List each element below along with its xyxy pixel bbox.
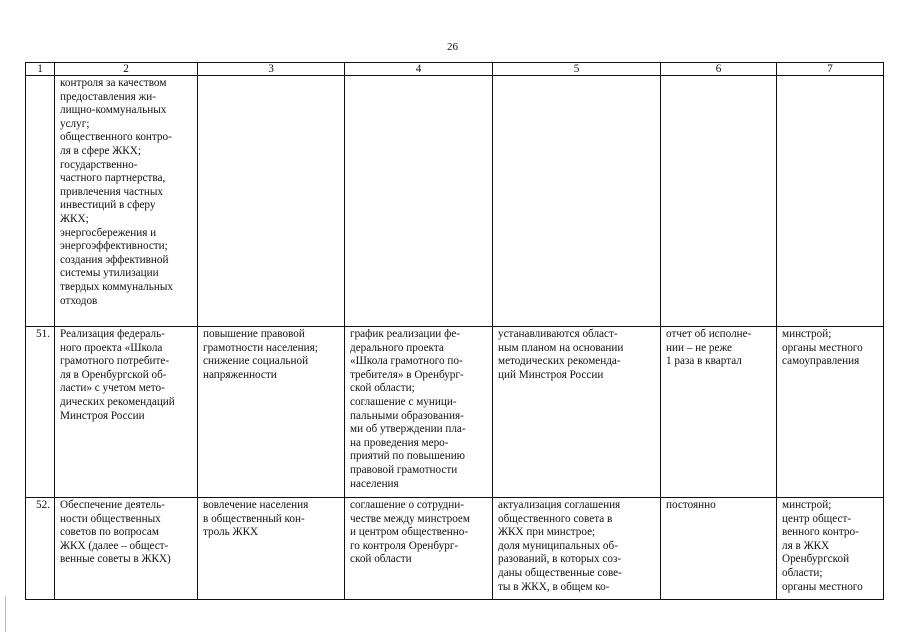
- cell-line: го контроля Оренбург-: [350, 539, 459, 552]
- cell-line: системы утилизации: [60, 267, 159, 280]
- cell-col3: [198, 76, 345, 327]
- cell-line: вовлечение населения: [203, 499, 309, 511]
- cell-col2: [55, 327, 198, 498]
- cell-col6: [661, 76, 777, 327]
- cell-line: соглашение с муници-: [350, 395, 457, 408]
- cell-col2: [55, 76, 198, 327]
- cell-line: энергосбережения и: [60, 226, 157, 239]
- cell-line: методических рекоменда-: [498, 355, 621, 368]
- cell-line: населения: [350, 477, 399, 490]
- cell-line: даны общественные сове-: [498, 566, 622, 579]
- cell-line: контроля за качеством: [60, 77, 167, 89]
- row-number: 51.: [26, 327, 55, 498]
- cell-line: ЖКХ (далее – общест-: [60, 539, 169, 552]
- cell-line: общественного контро-: [60, 131, 172, 144]
- column-header-6: 6: [661, 63, 777, 76]
- page-number: 26: [447, 41, 458, 53]
- cell-line: актуализация соглашения: [498, 499, 621, 511]
- cell-line: частного партнерства,: [60, 172, 166, 185]
- cell-line: нии – не реже: [666, 341, 733, 354]
- cell-line: устанавливаются област-: [498, 328, 618, 340]
- cell-line: области;: [782, 566, 823, 579]
- table-row: [26, 327, 884, 498]
- column-header-1: 1: [26, 63, 55, 76]
- cell-line: минстрой;: [782, 328, 832, 340]
- cell-line: Оренбургской: [782, 553, 850, 566]
- cell-line: государственно-: [60, 158, 138, 171]
- cell-line: троль ЖКХ: [203, 526, 259, 539]
- cell-col4: [345, 327, 493, 498]
- column-header-5: 5: [493, 63, 661, 76]
- cell-line: Реализация федераль-: [60, 328, 165, 340]
- cell-col5: [493, 327, 661, 498]
- cell-line: венного контро-: [782, 526, 859, 539]
- cell-line: соглашение о сотрудни-: [350, 499, 464, 511]
- cell-line: разований, в которых соз-: [498, 553, 622, 566]
- cell-line: твердых коммунальных: [60, 280, 173, 293]
- cell-col3: [198, 498, 345, 600]
- cell-line: снижение социальной: [203, 355, 309, 368]
- cell-line: грамотного потребите-: [60, 355, 170, 368]
- cell-line: дерального проекта: [350, 341, 444, 354]
- cell-col5: [493, 76, 661, 327]
- column-numbers-row: [26, 63, 884, 76]
- cell-line: органы местного: [782, 580, 863, 593]
- cell-col7: [777, 327, 884, 498]
- cell-line: ности общественных: [60, 512, 161, 525]
- cell-col7: [777, 76, 884, 327]
- cell-line: ля в сфере ЖКХ;: [60, 144, 141, 157]
- row-number: 52.: [26, 498, 55, 600]
- column-header-2: 2: [55, 63, 198, 76]
- cell-line: повышение правовой: [203, 328, 305, 340]
- cell-line: 1 раза в квартал: [666, 355, 742, 368]
- cell-col5: [493, 498, 661, 600]
- cell-line: постоянно: [666, 499, 716, 511]
- cell-line: привлечения частных: [60, 185, 164, 198]
- cell-line: грамотности населения;: [203, 341, 318, 354]
- cell-line: «Школа грамотного по-: [350, 355, 463, 368]
- cell-line: услуг;: [60, 117, 90, 130]
- column-header-7: 7: [777, 63, 884, 76]
- cell-line: создания эффективной: [60, 253, 169, 266]
- cell-line: энергоэффективности;: [60, 240, 168, 253]
- cell-line: органы местного: [782, 341, 863, 354]
- cell-col4: [345, 498, 493, 600]
- cell-line: лищно-коммунальных: [60, 104, 167, 117]
- table-row: [26, 498, 884, 600]
- cell-line: инвестиций в сферу: [60, 199, 156, 212]
- cell-line: советов по вопросам: [60, 526, 159, 539]
- cell-line: ЖКХ при минстрое;: [498, 526, 596, 539]
- cell-line: в общественный кон-: [203, 512, 305, 525]
- row-number: [26, 76, 55, 327]
- cell-line: на проведения меро-: [350, 436, 449, 449]
- cell-line: ля в Оренбургской об-: [60, 368, 167, 381]
- cell-line: честве между минстроем: [350, 512, 470, 525]
- cell-line: ЖКХ;: [60, 212, 89, 225]
- cell-line: ля в ЖКХ: [782, 539, 830, 552]
- cell-line: требителя» в Оренбург-: [350, 368, 464, 381]
- cell-col4: [345, 76, 493, 327]
- cell-col7: [777, 498, 884, 600]
- cell-line: ласти» с учетом мето-: [60, 382, 165, 395]
- cell-col6: [661, 327, 777, 498]
- cell-col3: [198, 327, 345, 498]
- cell-line: самоуправления: [782, 355, 860, 368]
- cell-line: предоставления жи-: [60, 90, 156, 103]
- column-header-4: 4: [345, 63, 493, 76]
- cell-line: ты в ЖКХ, в общем ко-: [498, 580, 610, 593]
- cell-line: дических рекомендаций: [60, 395, 175, 408]
- cell-line: и центром общественно-: [350, 526, 469, 539]
- cell-line: отчет об исполне-: [666, 328, 752, 340]
- cell-line: приятий по повышению: [350, 450, 466, 463]
- cell-col2: [55, 498, 198, 600]
- column-header-3: 3: [198, 63, 345, 76]
- cell-line: ской области;: [350, 382, 415, 395]
- cell-line: ми об утверждении пла-: [350, 423, 466, 436]
- cell-line: ций Минстроя России: [498, 368, 604, 381]
- cell-line: Минстроя России: [60, 409, 145, 422]
- cell-line: пальными образования-: [350, 409, 464, 422]
- measures-table: [25, 62, 884, 600]
- cell-line: напряженности: [203, 368, 277, 381]
- cell-line: доля муниципальных об-: [498, 539, 618, 552]
- cell-line: венные советы в ЖКХ): [60, 553, 171, 566]
- cell-line: общественного совета в: [498, 512, 613, 525]
- cell-line: ного проекта «Школа: [60, 341, 163, 354]
- cell-line: график реализации фе-: [350, 328, 461, 340]
- scan-edge-mark: [5, 596, 6, 632]
- cell-col6: [661, 498, 777, 600]
- cell-line: минстрой;: [782, 499, 832, 511]
- cell-line: отходов: [60, 294, 98, 307]
- table-row: [26, 76, 884, 327]
- cell-line: Обеспечение деятель-: [60, 499, 165, 511]
- cell-line: центр общест-: [782, 512, 852, 525]
- cell-line: ным планом на основании: [498, 341, 624, 354]
- cell-line: правовой грамотности: [350, 463, 458, 476]
- cell-line: ской области: [350, 553, 412, 566]
